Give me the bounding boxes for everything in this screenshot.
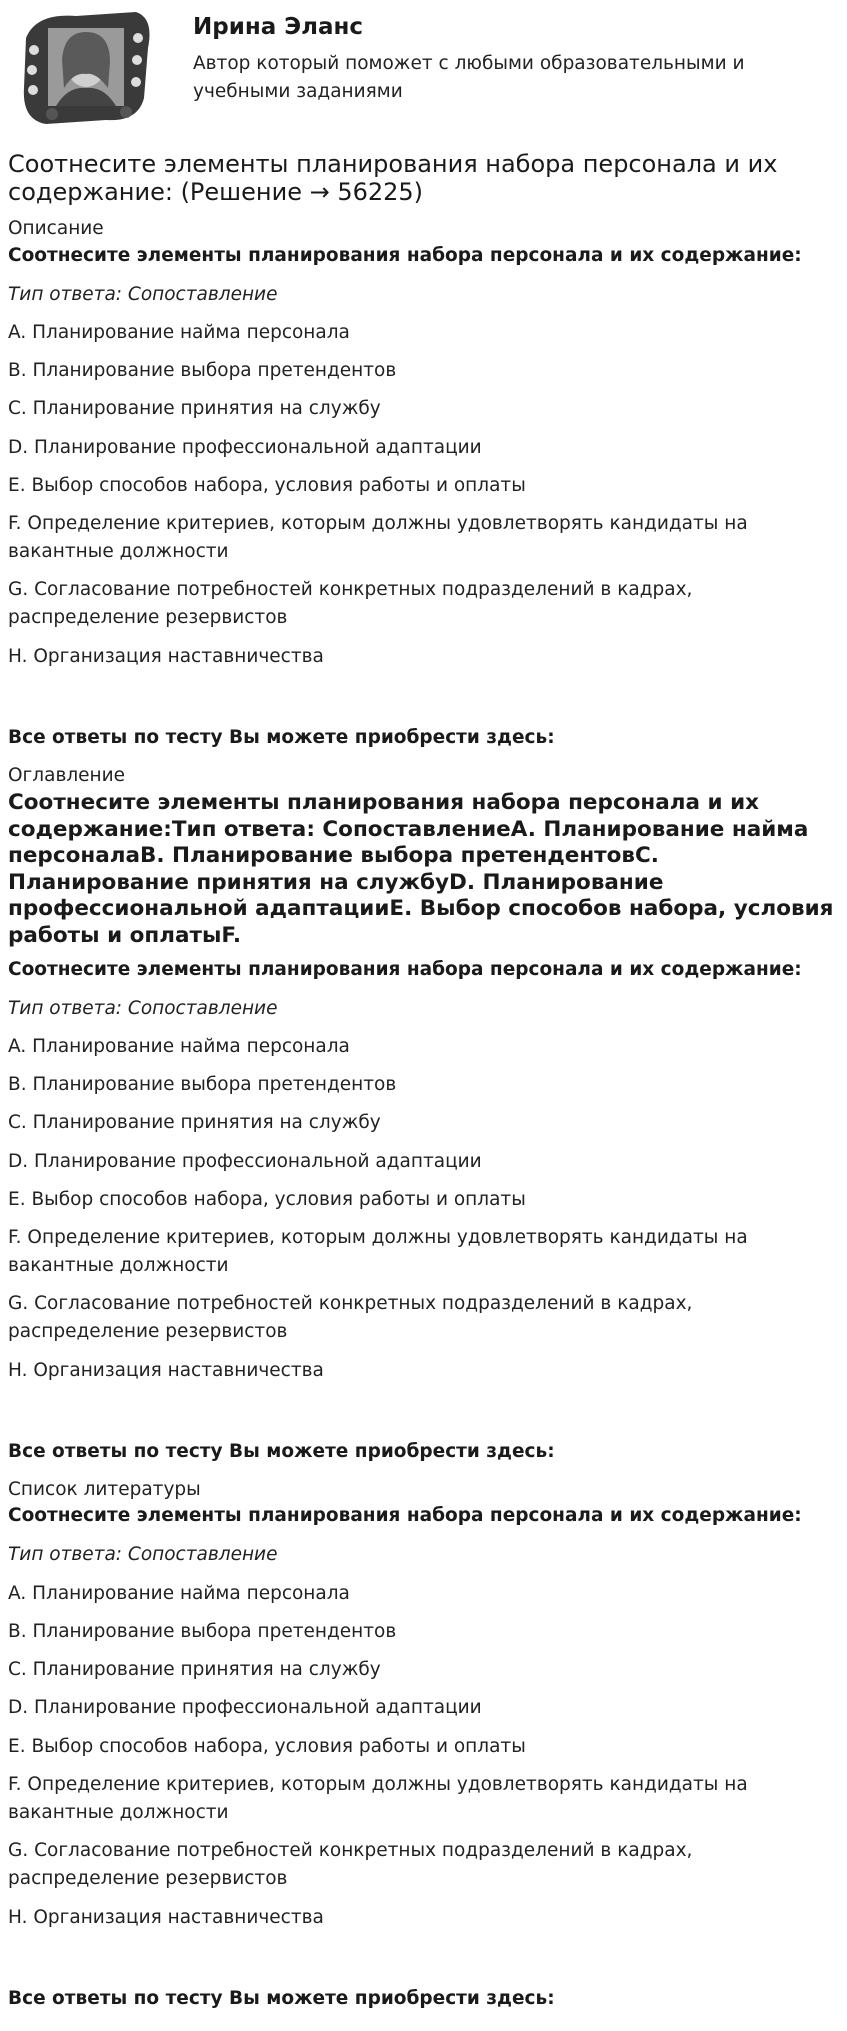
option-a: A. Планирование найма персонала xyxy=(8,1036,350,1057)
option-g: G. Согласование потребностей конкретных подразделений в кадрах, распределение резервистов xyxy=(8,579,693,628)
author-name[interactable]: Ирина Эланс xyxy=(193,14,364,40)
option-e: E. Выбор способов набора, условия работы и оплаты xyxy=(8,475,526,496)
author-description: Автор который поможет с любыми образовательными и учебными заданиями xyxy=(193,53,745,102)
option-b: B. Планирование выбора претендентов xyxy=(8,1074,397,1095)
option-f: F. Определение критериев, которым должны удовлетворять кандидаты на вакантные должности xyxy=(8,513,748,562)
option-d: D. Планирование профессиональной адаптации xyxy=(8,1697,482,1718)
answer-type: Тип ответа: Сопоставление xyxy=(8,998,278,1019)
question-heading: Соотнесите элементы планирования набора персонала и их содержание: xyxy=(8,245,802,266)
option-c: C. Планирование принятия на службу xyxy=(8,398,381,419)
option-a: A. Планирование найма персонала xyxy=(8,1583,350,1604)
option-e: E. Выбор способов набора, условия работы и оплаты xyxy=(8,1189,526,1210)
buy-answers-link[interactable]: Все ответы по тесту Вы можете приобрести здесь: xyxy=(8,727,555,748)
option-g: G. Согласование потребностей конкретных подразделений в кадрах, распределение резервистов xyxy=(8,1293,693,1342)
toc-summary: Соотнесите элементы планирования набора персонала и их содержание:Тип ответа: СопоставлениеA. Планирование найма персоналаB. Планирование выбора претендентовC. Планирование принятия на службуD. Планирование профессиональной адаптацииE. Выбор способов набора, условия работы и оплатыF. xyxy=(8,790,834,948)
question-heading: Соотнесите элементы планирования набора персонала и их содержание: xyxy=(8,1505,802,1526)
literature-label: Список литературы xyxy=(8,1479,201,1500)
option-c: C. Планирование принятия на службу xyxy=(8,1112,381,1133)
option-a: A. Планирование найма персонала xyxy=(8,322,350,343)
buy-answers-link[interactable]: Все ответы по тесту Вы можете приобрести здесь: xyxy=(8,1988,555,2009)
description-label: Описание xyxy=(8,218,104,239)
answer-type: Тип ответа: Сопоставление xyxy=(8,1544,278,1565)
option-h: H. Организация наставничества xyxy=(8,646,324,667)
option-b: B. Планирование выбора претендентов xyxy=(8,1621,397,1642)
option-e: E. Выбор способов набора, условия работы и оплаты xyxy=(8,1736,526,1757)
author-card xyxy=(8,0,839,140)
question-heading: Соотнесите элементы планирования набора персонала и их содержание: xyxy=(8,959,802,980)
option-b: B. Планирование выбора претендентов xyxy=(8,360,397,381)
option-h: H. Организация наставничества xyxy=(8,1360,324,1381)
option-d: D. Планирование профессиональной адаптации xyxy=(8,437,482,458)
buy-answers-link[interactable]: Все ответы по тесту Вы можете приобрести здесь: xyxy=(8,1441,555,1462)
page-title: Соотнесите элементы планирования набора персонала и их содержание: (Решение → 56225) xyxy=(8,150,778,206)
option-d: D. Планирование профессиональной адаптации xyxy=(8,1151,482,1172)
option-f: F. Определение критериев, которым должны удовлетворять кандидаты на вакантные должности xyxy=(8,1227,748,1276)
option-h: H. Организация наставничества xyxy=(8,1907,324,1928)
option-f: F. Определение критериев, которым должны удовлетворять кандидаты на вакантные должности xyxy=(8,1774,748,1823)
option-g: G. Согласование потребностей конкретных подразделений в кадрах, распределение резервистов xyxy=(8,1840,693,1889)
answer-type: Тип ответа: Сопоставление xyxy=(8,284,278,305)
author-avatar[interactable] xyxy=(16,8,156,126)
toc-label: Оглавление xyxy=(8,765,126,786)
option-c: C. Планирование принятия на службу xyxy=(8,1659,381,1680)
